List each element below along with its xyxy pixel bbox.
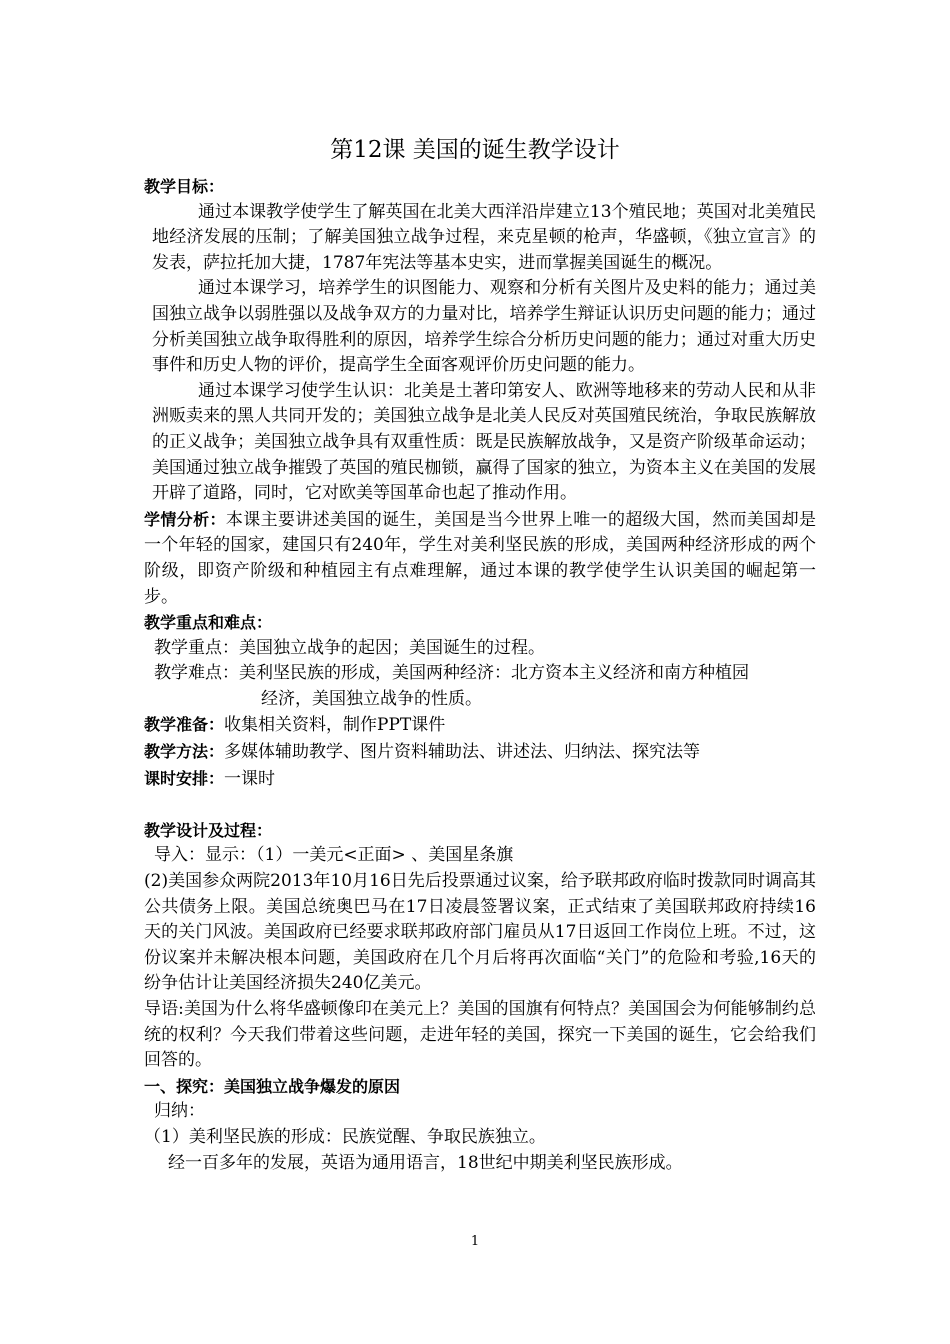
page-number: 1 (470, 1234, 480, 1249)
difficult-point-line-1: 教学难点：美利坚民族的形成，美国两种经济：北方资本主义经济和南方种植园 (154, 663, 749, 684)
blank-line (144, 792, 816, 818)
analysis-paragraph (144, 507, 816, 610)
section-1-heading: 一、探究：美国独立战争爆发的原因 (144, 1076, 401, 1096)
objectives-paragraph-2: 通过本课学习，培养学生的识图能力、观察和分析有关图片及史料的能力；通过美国独立战争以弱胜强以及战争双方的力量对比，培养学生辩证认识历史问题的能力；通过分析美国独立战争取得胜利的原因，培养学生综合分析历史问题的能力；通过对重大历史事件和历史人物的评价，提高学生全面客观评价历史问题的能力。 (152, 278, 816, 376)
summary-item-1: （1）美利坚民族的形成：民族觉醒、争取民族独立。 (144, 1126, 546, 1147)
design-news-paragraph: (2)美国参众两院2013年10月16日先后投票通过议案，给予联邦政府临时拨款同时调高其公共债务上限。美国总统奥巴马在17日凌晨签署议案，正式结束了美国联邦政府持续16天的关门风波。美国政府已经要求联邦政府部门雇员从17日返回工作岗位上班。不过，这份议案并未解决根本问题，美国政府在几个月后将再次面临“关门”的危险和考验,16天的纷争估计让美国经济损失240亿美元。 (144, 871, 816, 994)
objectives-paragraph-3: 通过本课学习使学生认识：北美是土著印第安人、欧洲等地移来的劳动人民和从非洲贩卖来的黑人共同开发的；美国独立战争是北美人民反对英国殖民统治，争取民族解放的正义战争；美国独立战争具有双重性质：既是民族解放战争，又是资产阶级革命运动；美国通过独立战争摧毁了英国的殖民枷锁，赢得了国家的独立，为资本主义在美国的发展开辟了道路，同时，它对欧美等国革命也起了推动作用。 (152, 380, 816, 504)
schedule-line (144, 766, 816, 793)
difficult-point-line-2: 经济，美国独立战争的性质。 (261, 688, 482, 709)
method-text: 多媒体辅助教学、图片资料辅助法、讲述法、归纳法、探究法等 (224, 742, 701, 763)
prep-line (144, 712, 816, 739)
keypoints-heading: 教学重点和难点： (144, 613, 273, 633)
analysis-heading: 学情分析： (144, 509, 226, 529)
schedule-text: 一课时 (224, 768, 276, 789)
prep-text: 收集相关资料，制作PPT课件 (224, 715, 446, 736)
summary-item-1-text: 经一百多年的发展，英语为通用语言，18世纪中期美利坚民族形成。 (168, 1152, 683, 1173)
difficult-point (144, 661, 816, 712)
page-title: 第12课 美国的诞生教学设计 (330, 137, 620, 163)
design-heading: 教学设计及过程： (144, 820, 273, 840)
key-point: 教学重点：美国独立战争的起因；美国诞生的过程。 (154, 637, 545, 658)
design-lead-paragraph: 导语:美国为什么将华盛顿像印在美元上？美国的国旗有何特点？美国国会为何能够制约总统的权利？今天我们带着这些问题，走进年轻的美国，探究一下美国的诞生，它会给我们回答的。 (144, 999, 816, 1071)
prep-heading: 教学准备： (144, 715, 225, 735)
objectives-paragraph-1: 通过本课教学使学生了解英国在北美大西洋沿岸建立13个殖民地；英国对北美殖民地经济发展的压制；了解美国独立战争过程，来克星顿的枪声，华盛顿，《独立宣言》的发表，萨拉托加大捷，1787年宪法等基本史实，进而掌握美国诞生的概况。 (152, 201, 816, 273)
objectives-heading: 教学目标： (144, 177, 225, 196)
method-line (144, 739, 816, 766)
design-intro: 导入：显示：（1）一美元<正面> 、美国星条旗 (154, 845, 514, 866)
method-heading: 教学方法： (144, 742, 225, 762)
schedule-heading: 课时安排： (144, 768, 225, 788)
document-body (144, 174, 816, 1176)
analysis-text: 本课主要讲述美国的诞生，美国是当今世界上唯一的超级大国，然而美国却是一个年轻的国家，建国只有240年，学生对美利坚民族的形成，美国两种经济形成的两个阶级，即资产阶级和种植园主有点难理解，通过本课的教学使学生认识美国的崛起第一步。 (144, 509, 816, 607)
summary-label: 归纳： (154, 1101, 205, 1122)
